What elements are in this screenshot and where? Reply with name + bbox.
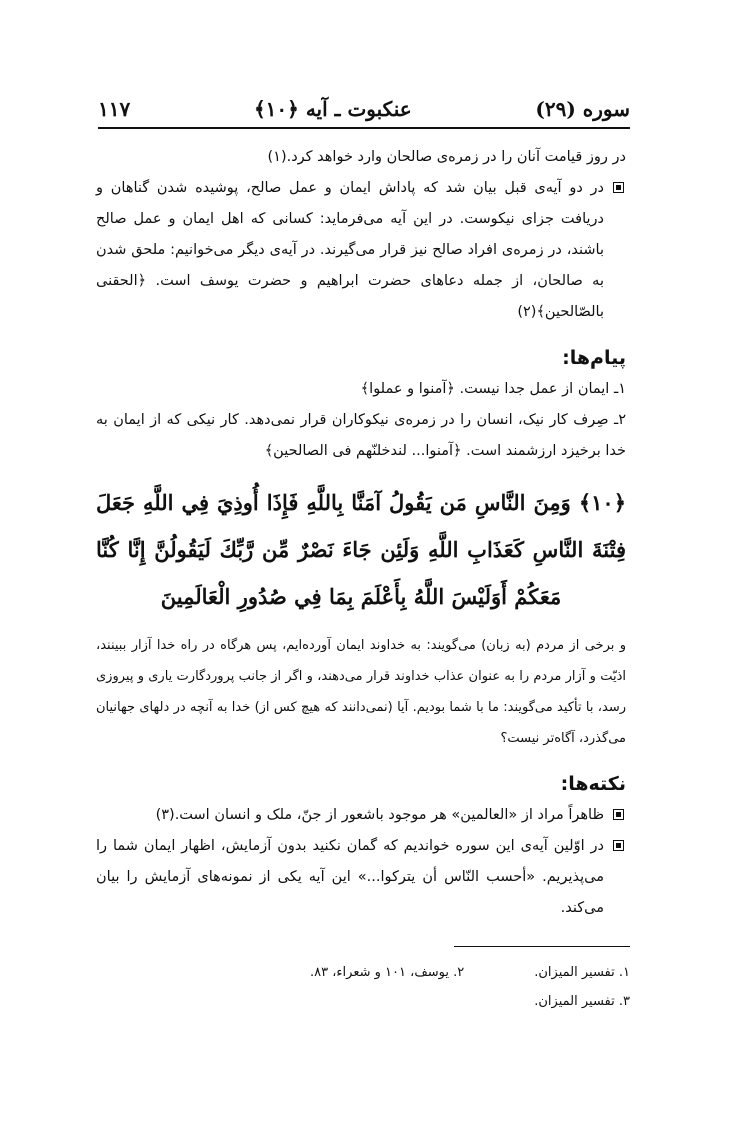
- messages-heading: پیام‌ها:: [562, 347, 626, 369]
- footnote-1: ۱. تفسیر المیزان.: [534, 965, 630, 980]
- footnote-divider: [454, 946, 630, 947]
- page-header: [98, 92, 630, 126]
- page-title: عنکبوت ـ آیه ﴿۱۰﴾: [253, 97, 412, 121]
- footnote-3: ۳. تفسیر المیزان.: [534, 994, 630, 1009]
- notes-heading: نکته‌ها:: [560, 773, 626, 795]
- page-body: [96, 142, 626, 924]
- paragraph-text: در دو آیه‌ی قبل بیان شد که پاداش ایمان و عمل صالح، پوشیده شدن گناهان و دریافت جزای نیکوست. در این آیه می‌فرماید: کسانی که اهل ایمان و عمل صالح باشند، در زمره‌ی افراد صالح نیز قرار می‌گیرند. در آیه‌ی دیگر می‌خوانیم: ملحق شدن به صالحان، از جمله دعاهای حضرت ابراهیم و حضرت یوسف است. ﴿الحقنی بالصّالحین﴾(۲): [96, 180, 604, 320]
- message-item-2: ۲ـ صِرف کار نیک، انسان را در زمره‌ی نیکوکاران قرار نمی‌دهد. کار نیکی که از ایمان به خدا برخیزد ارزشمند است. ﴿آمنوا... لندخلنّهم فی الصالحین﴾: [96, 412, 626, 459]
- note-item-1: [96, 800, 626, 831]
- square-bullet-icon: [613, 809, 624, 820]
- intro-line: در روز قیامت آنان را در زمره‌ی صالحان وارد خواهد کرد.(۱): [267, 149, 626, 165]
- page-number: ۱۱۷: [98, 97, 131, 121]
- verse-translation: و برخی از مردم (به زبان) می‌گویند: به خداوند ایمان آورده‌ایم، پس هرگاه در راه خدا آزار ببینند، اذیّت و آزار مردم را به عنوان عذاب خداوند قرار می‌دهند، و اگر از جانب پروردگارت یاری و پیروزی رسد، با تأکید می‌گویند: ما با شما بودیم. آیا (نمی‌دانند که هیچ کس از) خدا به آنچه در دلهای جهانیان می‌گذرد، آگاه‌تر نیست؟: [96, 638, 626, 746]
- footnote-2: ۲. یوسف، ۱۰۱ و شعراء، ۸۳.: [309, 965, 465, 980]
- square-bullet-icon: [613, 182, 624, 193]
- quran-verse: ﴿۱۰﴾ وَمِنَ النَّاسِ مَن يَقُولُ آمَنَّا بِاللَّهِ فَإِذَا أُوذِيَ فِي اللَّهِ جَعَلَ فِتْنَةَ النَّاسِ كَعَذَابِ اللَّهِ وَلَئِن جَاءَ نَصْرٌ مِّن رَّبِّكَ لَيَقُولُنَّ إِنَّا كُنَّا مَعَكُمْ أَوَلَيْسَ اللَّهُ بِأَعْلَمَ بِمَا فِي صُدُورِ الْعَالَمِينَ: [96, 490, 626, 609]
- footnotes: [200, 958, 630, 1016]
- bullet-paragraph-1: [96, 173, 626, 328]
- square-bullet-icon: [613, 840, 624, 851]
- header-divider: [98, 127, 630, 129]
- note-item-2: [96, 831, 626, 924]
- surah-label: سوره (۲۹): [535, 97, 630, 121]
- note-text: در اوّلین آیه‌ی این سوره خواندیم که گمان نکنید بدون آزمایش، اظهار ایمان شما را می‌پذیریم. «أحسب النّاس أن یترکوا...» این آیه یکی از نمونه‌های آزمایش را بیان می‌کند.: [96, 838, 604, 916]
- note-text: ظاهراً مراد از «العالمین» هر موجود باشعور از جنّ، ملک و انسان است.(۳): [155, 807, 604, 823]
- message-item-1: ۱ـ ایمان از عمل جدا نیست. ﴿آمنوا و عملوا﴾: [360, 381, 626, 397]
- footnote-row: [200, 958, 630, 987]
